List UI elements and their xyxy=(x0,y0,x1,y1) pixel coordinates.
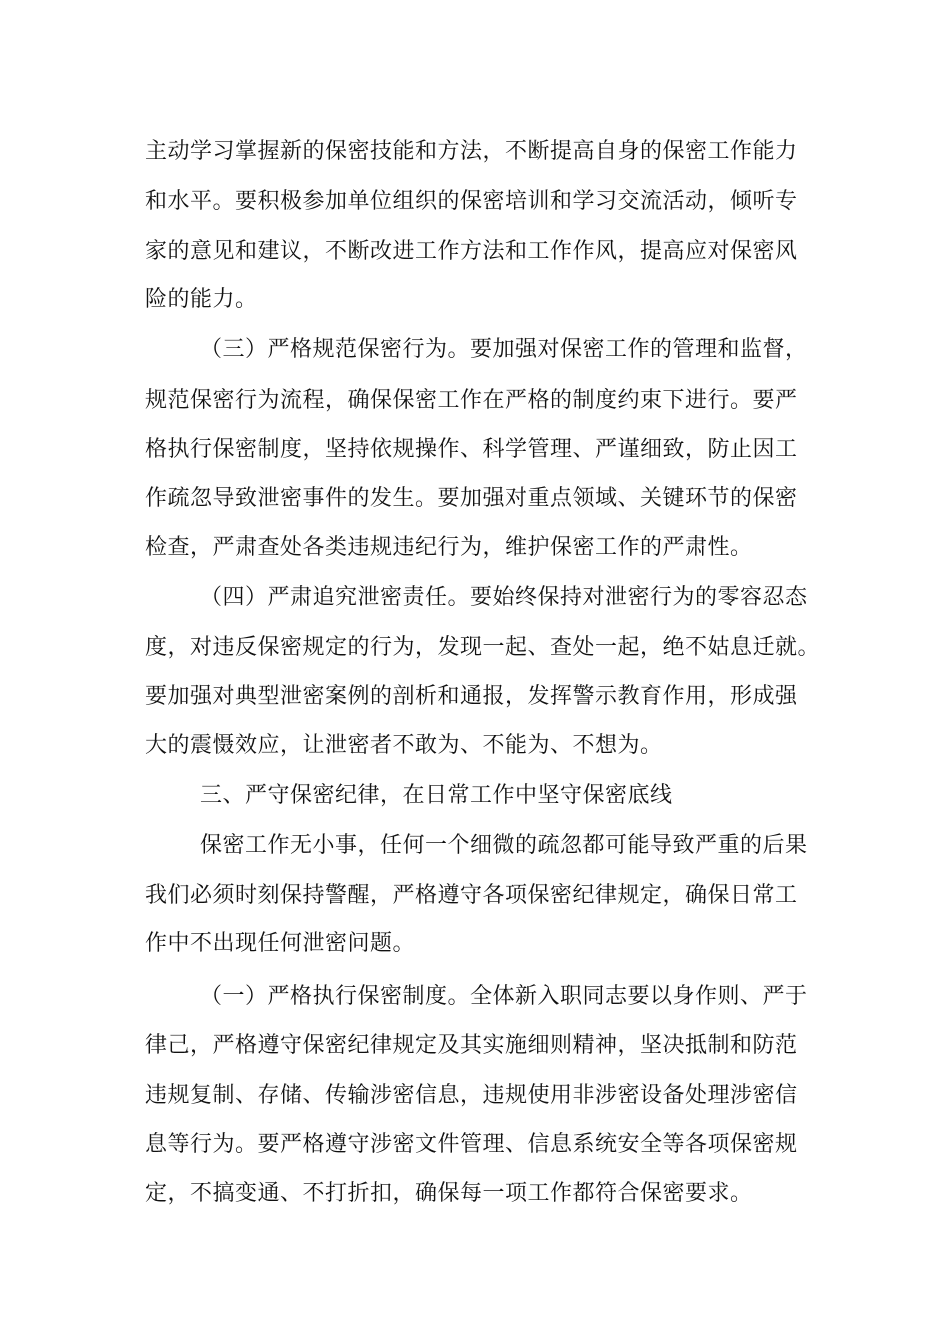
text-line: 和水平。要积极参加单位组织的保密培训和学习交流活动，倾听专 xyxy=(145,189,798,214)
text-line: 保密工作无小事，任何一个细微的疏忽都可能导致严重的后果 xyxy=(200,833,808,858)
text-line: 息等行为。要严格遵守涉密文件管理、信息系统安全等各项保密规 xyxy=(145,1132,798,1157)
text-line: 检查，严肃查处各类违规违纪行为，维护保密工作的严肃性。 xyxy=(145,535,753,560)
section-heading-3: （三）严格规范保密行为。要加强对保密工作的管理和监督， xyxy=(200,337,808,362)
text-line: 作中不出现任何泄密问题。 xyxy=(145,931,416,956)
text-line: 规范保密行为流程，确保保密工作在严格的制度约束下进行。要严 xyxy=(145,388,798,413)
text-line: 律己，严格遵守保密纪律规定及其实施细则精神，坚决抵制和防范 xyxy=(145,1033,798,1058)
section-heading-4: （四）严肃追究泄密责任。要始终保持对泄密行为的零容忍态 xyxy=(200,585,808,610)
text-line: 要加强对典型泄密案例的剖析和通报，发挥警示教育作用，形成强 xyxy=(145,684,798,709)
text-line: 险的能力。 xyxy=(145,287,258,312)
text-line: 主动学习掌握新的保密技能和方法，不断提高自身的保密工作能力 xyxy=(145,139,798,164)
text-line: 格执行保密制度，坚持依规操作、科学管理、严谨细致，防止因工 xyxy=(145,437,798,462)
text-line: 度，对违反保密规定的行为，发现一起、查处一起，绝不姑息迁就。 xyxy=(145,635,821,660)
chapter-heading: 三、严守保密纪律，在日常工作中坚守保密底线 xyxy=(200,783,673,808)
text-line: 作疏忽导致泄密事件的发生。要加强对重点领域、关键环节的保密 xyxy=(145,486,798,511)
section-heading-1: （一）严格执行保密制度。全体新入职同志要以身作则、严于 xyxy=(200,984,808,1009)
text-line: 我们必须时刻保持警醒，严格遵守各项保密纪律规定，确保日常工 xyxy=(145,883,798,908)
text-line: 定，不搞变通、不打折扣，确保每一项工作都符合保密要求。 xyxy=(145,1181,753,1206)
text-line: 违规复制、存储、传输涉密信息，违规使用非涉密设备处理涉密信 xyxy=(145,1083,798,1108)
text-line: 家的意见和建议，不断改进工作方法和工作作风，提高应对保密风 xyxy=(145,239,798,264)
text-line: 大的震慑效应，让泄密者不敢为、不能为、不想为。 xyxy=(145,733,663,758)
